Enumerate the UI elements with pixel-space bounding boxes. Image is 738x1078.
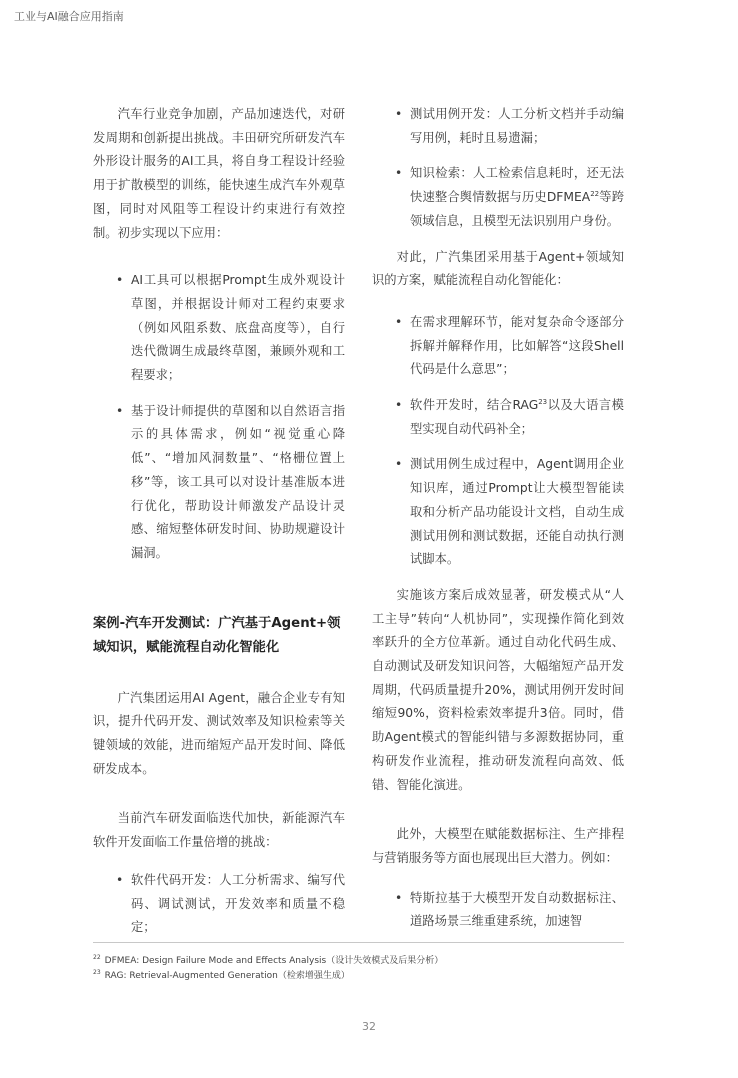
right-column [372, 103, 624, 934]
list-item: • 软件开发时，结合RAG$^{23}$以及大语言模型实现自动代码补全； [372, 394, 624, 441]
bullet-icon: • [395, 107, 403, 121]
solution-paragraph: 对此，广汽集团采用基于Agent+领域知识的方案，赋能流程自动化智能化： [372, 249, 624, 288]
bullet-icon: • [395, 166, 403, 181]
footnote-ref: 23 [538, 397, 548, 406]
footnote-ref: 22 [590, 190, 600, 199]
bullet-icon: • [395, 398, 403, 413]
list-item: • 知识检索：人工检索信息耗时，还无法快速整合舆情数据与历史DFMEA$^{22}$等跨领域信息，且模型无法识别用户身份。 [372, 162, 624, 233]
list-item: • 基于设计师提供的草图和以自然语言指示的具体需求，例如“视觉重心降低”、“增加风洞数量”、“格栅位置上移”等，该工具可以对设计基准版本进行优化，帮助设计师激发产品设计灵感、缩短整体研发时间、协助规避设计漏洞。 [93, 400, 345, 566]
bullet-icon: • [116, 273, 124, 288]
bullet-icon: • [395, 457, 403, 472]
challenge-bullet-list-continued [372, 103, 624, 234]
potential-paragraph: 此外，大模型在赋能数据标注、生产排程与营销服务等方面也展现出巨大潜力。例如： [372, 827, 624, 865]
case-paragraph: 广汽集团运用AI Agent，融合企业专有知识，提升代码开发、测试效率及知识检索等关键领域的效能，进而缩短产品开发时间、降低研发成本。 [93, 690, 345, 776]
page-number: 32 [362, 1020, 376, 1033]
list-item: • AI工具可以根据Prompt生成外观设计草图，并根据设计师对工程约束要求（例如风阻系数、底盘高度等），自行迭代微调生成最终草图，兼顾外观和工程要求； [93, 269, 345, 388]
left-column [93, 103, 345, 940]
list-item: • 测试用例开发：人工分析文档并手动编写用例，耗时且易遗漏； [372, 103, 624, 150]
bullet-icon: • [116, 403, 124, 418]
results-paragraph: 实施该方案后成效显著，研发模式从“人工主导”转向“人机协同”，实现操作简化到效率跃升的全方位革新。通过自动化代码生成、自动测试及研发知识问答，大幅缩短产品开发周期，代码质量提升20%，测试用例开发时间缩短90%，资料检索效率提升3倍。同时，借助Agent模式的智能纠错与多源数据协同，重构研发作业流程，推动研发流程向高效、低错、智能化演进。 [372, 587, 624, 792]
footnote-divider [93, 942, 624, 943]
footnotes [93, 954, 443, 984]
footnote: $^{23}$ RAG: Retrieval-Augmented Generation（检索增强生成） [93, 969, 350, 981]
list-item: • 特斯拉基于大模型开发自动数据标注、道路场景三维重建系统，加速智 [372, 887, 624, 934]
solution-bullet-list [372, 311, 624, 572]
example-bullet-list [372, 887, 624, 934]
intro-paragraph: 汽车行业竞争加剧，产品加速迭代，对研发周期和创新提出挑战。丰田研究所研发汽车外形设计服务的AI工具，将自身工程设计经验用于扩散模型的训练，能快速生成汽车外观草图，同时对风阻等工程设计约束进行有效控制。初步实现以下应用： [93, 107, 345, 240]
list-item: • 测试用例生成过程中，Agent调用企业知识库，通过Prompt让大模型智能读取和分析产品功能设计文档，自动生成测试用例和测试数据，还能自动执行测试脚本。 [372, 453, 624, 572]
challenge-paragraph: 当前汽车研发面临迭代加快，新能源汽车软件开发面临工作量倍增的挑战： [93, 811, 345, 850]
footnote: $^{22}$ DFMEA: Design Failure Mode and Effects Analysis（设计失效模式及后果分析） [93, 954, 444, 966]
list-item: • 在需求理解环节，能对复杂命令逐部分拆解并解释作用，比如解答“这段Shell代码是什么意思”； [372, 311, 624, 382]
ai-tool-bullet-list [93, 269, 345, 565]
bullet-icon: • [116, 872, 124, 887]
running-header: 工业与AI融合应用指南 [14, 10, 124, 23]
bullet-icon: • [395, 890, 403, 905]
bullet-icon: • [395, 314, 403, 329]
challenge-bullet-list [93, 869, 345, 940]
case-heading: 案例-汽车开发测试：广汽基于Agent+领域知识，赋能流程自动化智能化 [93, 615, 341, 655]
list-item: • 软件代码开发：人工分析需求、编写代码、调试测试，开发效率和质量不稳定； [93, 869, 345, 940]
